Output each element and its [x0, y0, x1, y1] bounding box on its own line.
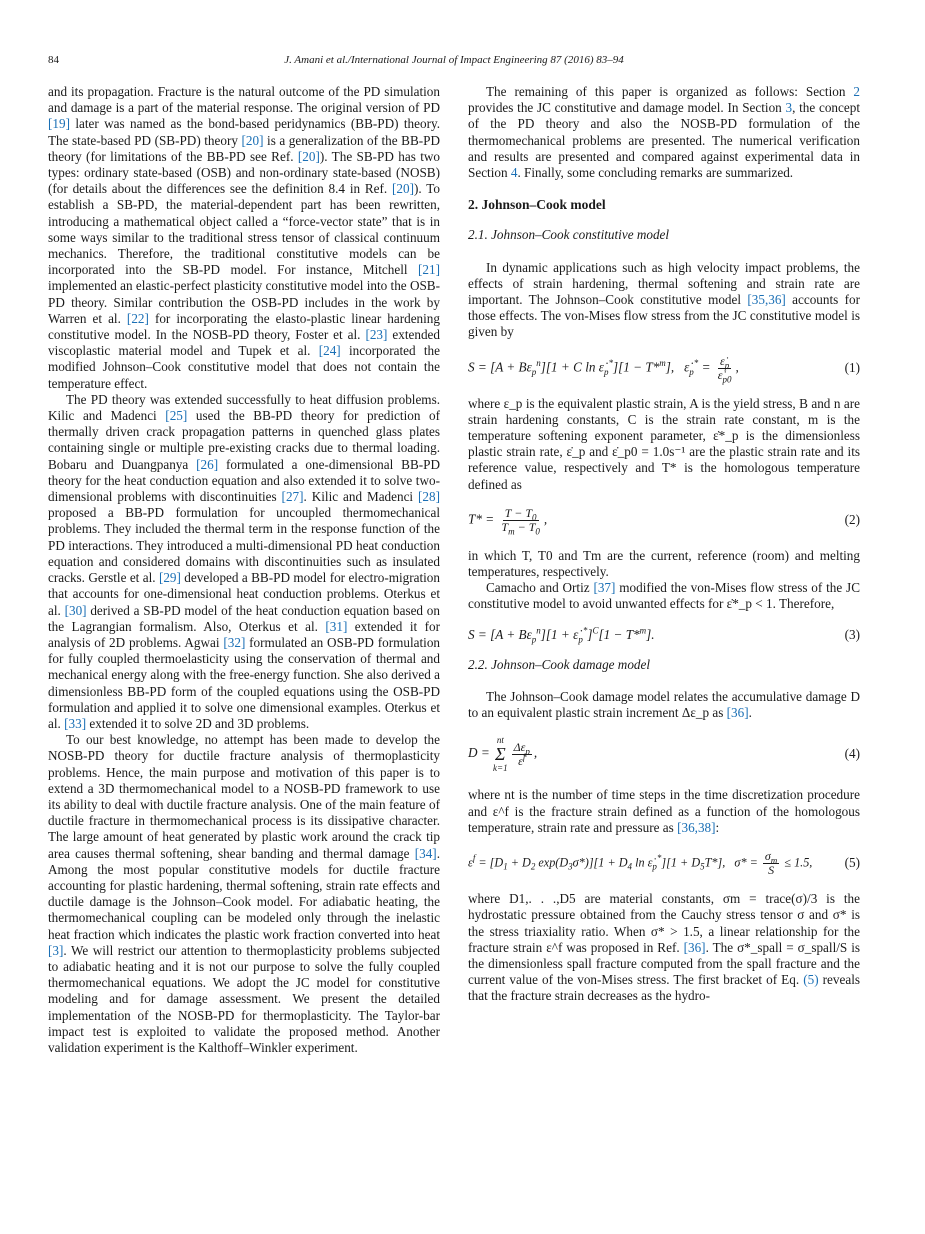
- citation-link[interactable]: [19]: [48, 116, 70, 132]
- section-link[interactable]: 4: [510, 165, 518, 181]
- citation-link[interactable]: [20]: [392, 181, 415, 197]
- citation-link[interactable]: [30]: [64, 602, 87, 618]
- citation-link[interactable]: [3]: [48, 942, 64, 958]
- citation-link[interactable]: [28]: [418, 489, 440, 505]
- paragraph-fracture-strain: where nt is the number of time steps in the time discretization procedure and ε^f is the fracture strain defined as a function of the homologous temperature, strain rate and pressure as [36,38]:: [468, 787, 860, 835]
- running-title: J. Amani et al./International Journal of Impact Engineering 87 (2016) 83–94: [284, 54, 624, 66]
- page-header: [48, 54, 860, 70]
- subsection-title: 2.2. Johnson–Cook damage model: [468, 656, 651, 672]
- citation-link[interactable]: [35,36]: [747, 292, 786, 308]
- equation-5: [468, 850, 860, 877]
- equation-1: [468, 353, 860, 385]
- citation-link[interactable]: [27]: [281, 489, 304, 505]
- section-link[interactable]: 3: [785, 100, 793, 116]
- subsection-title: 2.1. Johnson–Cook constitutive model: [468, 227, 670, 243]
- equation-1-body: $S = [A + B\varepsilon_p^n][1 + C$ $\ln \varepsiloṅ_p^*][1 - T*^m]$, $\varepsiloṅ_p^*$ = $\frac{\varepsiloṅ_p}{\varepsiloṅ_{p0}}$ ,: [468, 353, 739, 385]
- citation-link[interactable]: [23]: [365, 327, 388, 343]
- equation-link[interactable]: (5): [803, 972, 819, 988]
- citation-link[interactable]: [22]: [126, 310, 149, 326]
- equation-2: [468, 505, 860, 537]
- citation-link[interactable]: [37]: [593, 580, 616, 596]
- paragraph-organization: The remaining of this paper is organized as follows: Section 2 provides the JC constitutive and damage model. In Section 3, the concept of the PD theory and also the NOSB-PD formulation of the thermomechanical problems are presented. The numerical verification and results are presented and compared against experimental data in Section 4. Finally, some concluding remarks are summarized.: [468, 84, 860, 181]
- paragraph-temperatures: in which T, T0 and Tm are the current, reference (room) and melting temperatures, respectively.: [468, 547, 860, 580]
- equation-4-body: D = nt Σ k=1 $\frac{\Delta\varepsilon_p}{\varepsilon^f}$ ,: [468, 735, 538, 774]
- paragraph-motivation: To our best knowledge, no attempt has been made to develop the NOSB-PD theory for ductile fracture analysis of thermoplasticity problems. Hence, the main purpose and motivation of this paper is to extend a 3D thermomechanical model to a NOSB-PD framework to use its ability to deal with ductile fracture analysis. One of the main feature of ductile fracture in thermomechanical process is its dissipative character. The large amount of heat generated by plastic work around the crack tip area causes thermal softening, shear banding and thermal damage [34]. Among the most popular constitutive models for ductile fracture accounting for plastic hardening, thermal softening, strain rate effects and ductile damage is the Johnson–Cook model. For adiabatic heating, the thermomechanical coupling can be modeled only through the inelastic heat fraction which indicates the plastic work fraction converted into heat [3]. We will restrict our attention to thermoplasticity problems subjected to adiabatic heating and it is not our purpose to solve the fully coupled thermomechanical equations. We adopt the JC model for constitutive modeling and for damage assessment. We present the detailed implementation of the NOSB-PD for thermoplasticity. The Taylor-bar impact test is exploited to validate the proposed method. Another validation experiment is the Kalthoff–Winkler experiment.: [48, 732, 440, 1055]
- citation-link[interactable]: [31]: [325, 618, 348, 634]
- paragraph-intro-continued: and its propagation. Fracture is the natural outcome of the PD simulation and damage is a part of the material response. The original version of PD [19] later was named as the bond-based peridynamics (BB-PD) theory. The state-based PD (SB-PD) theory [20] is a generalization of the BB-PD theory (for limitations of the BB-PD see Ref. [20]). The SB-PD has two types: ordinary state-based (OSB) and non-ordinary state-based (NOSB) (for details about the differences see the definition 8.4 in Ref. [20]). To establish a SB-PD, the material-dependent part has been rewritten, introducing a mathematical object called a “force-vector state” that is in some ways similar to the traditional stress tensor of classical continuum mechanics. Therefore, the traditional constitutive models can be incorporated into the SB-PD model. For instance, Mitchell [21] implemented an elastic-perfect plasticity constitutive model into the OSB-PD theory. Similar contribution the OSB-PD includes in the work by Warren et al. [22] for incorporating the elasto-plastic linear hardening constitutive model. In the NOSB-PD theory, Foster et al. [23] extended viscoplastic material model and Tupek et al. [24] incorporated the modified Johnson–Cook constitutive model that does not contain the temperature effect.: [48, 84, 440, 391]
- paragraph-jc-damage: The Johnson–Cook damage model relates the accumulative damage D to an equivalent plastic strain increment Δε_p as [36].: [468, 689, 860, 721]
- equation-number: (2): [844, 512, 860, 528]
- equation-3: [468, 627, 860, 643]
- equation-number: (3): [844, 626, 860, 642]
- citation-link[interactable]: [32]: [223, 634, 246, 650]
- citation-link[interactable]: [29]: [158, 570, 181, 586]
- citation-link[interactable]: [25]: [165, 408, 188, 424]
- equation-5-body: $\varepsilon^f = [D_1 + D_2$ $\exp(D_3\sigma*)][1 + D_4$ $\ln \varepsiloṅ_p^*][1 + D_5T*]$, σ* = $\frac{\sigma_m}{S}$ ≤ 1.5,: [468, 849, 813, 878]
- citation-link[interactable]: [24]: [318, 343, 341, 359]
- paragraph-jc-params: where ε_p is the equivalent plastic strain, A is the yield stress, B and n are strain hardening constants, C is the strain rate constant, m is the temperature softening exponent parameter, ε̇*_p is the dimensionless plastic strain rate, ε̇_p and ε̇_p0 = 1.0s⁻¹ are the plastic strain rate and its reference value, respectively and T* is the homologous temperature defined as: [468, 395, 860, 492]
- section-title: 2. Johnson–Cook model: [468, 197, 606, 213]
- paragraph-camacho-ortiz: Camacho and Ortiz [37] modified the von-Mises flow stress of the JC constitutive model to avoid unwanted effects for ε̇*_p < 1. Therefore,: [468, 580, 860, 612]
- paragraph-material-constants: where D1,. . .,D5 are material constants, σm = trace(σ)/3 is the hydrostatic pressure obtained from the Cauchy stress tensor σ and σ* is the stress triaxiality ratio. When σ* > 1.5, a linear relationship for the fracture strain ε^f was proposed in Ref. [36]. The σ*_spall = σ_spall/S is the dimensionless spall fracture computed from the spall fracture and the current value of the von-Mises stress. The first bracket of Eq. (5) reveals that the fracture strain decreases as the hydro-: [468, 891, 860, 1004]
- citation-link[interactable]: [36,38]: [677, 819, 716, 835]
- paragraph-jc-constitutive: In dynamic applications such as high velocity impact problems, the effects of strain hardening, thermal softening and strain rate are important. The Johnson–Cook constitutive model [35,36] accounts for those effects. The von-Mises flow stress from the JC constitutive model is given by: [468, 259, 860, 340]
- citation-link[interactable]: [20]: [297, 148, 320, 164]
- page-number: 84: [48, 54, 59, 66]
- citation-link[interactable]: [21]: [418, 262, 440, 278]
- section-link[interactable]: 2: [853, 84, 860, 99]
- citation-link[interactable]: [36]: [683, 939, 706, 955]
- citation-link[interactable]: [26]: [196, 456, 219, 472]
- paragraph-heat-diffusion: The PD theory was extended successfully to heat diffusion problems. Kilic and Madenci [25] used the BB-PD theory for prediction of thermally driven crack propagation patterns in quenched glass plates containing single or multiple pre-existing cracks due to thermal loading. Bobaru and Duangpanya [26] formulated a one-dimensional BB-PD theory for the heat conduction equation and also extended it to solve two-dimensional problems with discontinuities [27]. Kilic and Madenci [28] proposed a BB-PD formulation for uncoupled thermomechanical problems. They included the thermal term in the response function of the PD interactions. They introduced a multi-dimensional PD heat conduction equation and considered domains with discontinuities such as insulated cracks. Gerstle et al. [29] developed a BB-PD model for electro-migration that accounts for one-dimensional heat conduction problems. Oterkus et al. [30] derived a SB-PD model of the heat conduction equation based on the Lagrangian formalism. Also, Oterkus et al. [31] extended it for analysis of 2D problems. Agwai [32] formulated an OSB-PD formulation for fully coupled thermoelasticity using the conservation of thermal and mechanical energy along with the free-energy function. She also derived a dimensionless BB-PD form of the coupled equations using the OSB-PD formulation and applied it to solve one dimensional examples. Oterkus et al. [33] extended it to solve 2D and 3D problems.: [48, 391, 441, 731]
- equation-number: (4): [844, 746, 860, 762]
- citation-link[interactable]: [36]: [726, 705, 749, 721]
- right-column: [468, 84, 860, 1005]
- citation-link[interactable]: [33]: [64, 715, 87, 731]
- equation-2-body: T* = $\frac{T - T_0}{T_m - T_0}$ ,: [468, 505, 548, 537]
- citation-link[interactable]: [34]: [414, 845, 437, 861]
- equation-3-body: $S = [A + B\varepsilon_p^n][1$ + $\varepsiloṅ_p^*]^C[1 - T*^m]$.: [468, 625, 655, 645]
- left-column: [48, 84, 440, 1056]
- equation-number: (5): [844, 855, 860, 871]
- citation-link[interactable]: [20]: [241, 132, 264, 148]
- equation-4: [468, 735, 860, 773]
- equation-number: (1): [844, 360, 860, 376]
